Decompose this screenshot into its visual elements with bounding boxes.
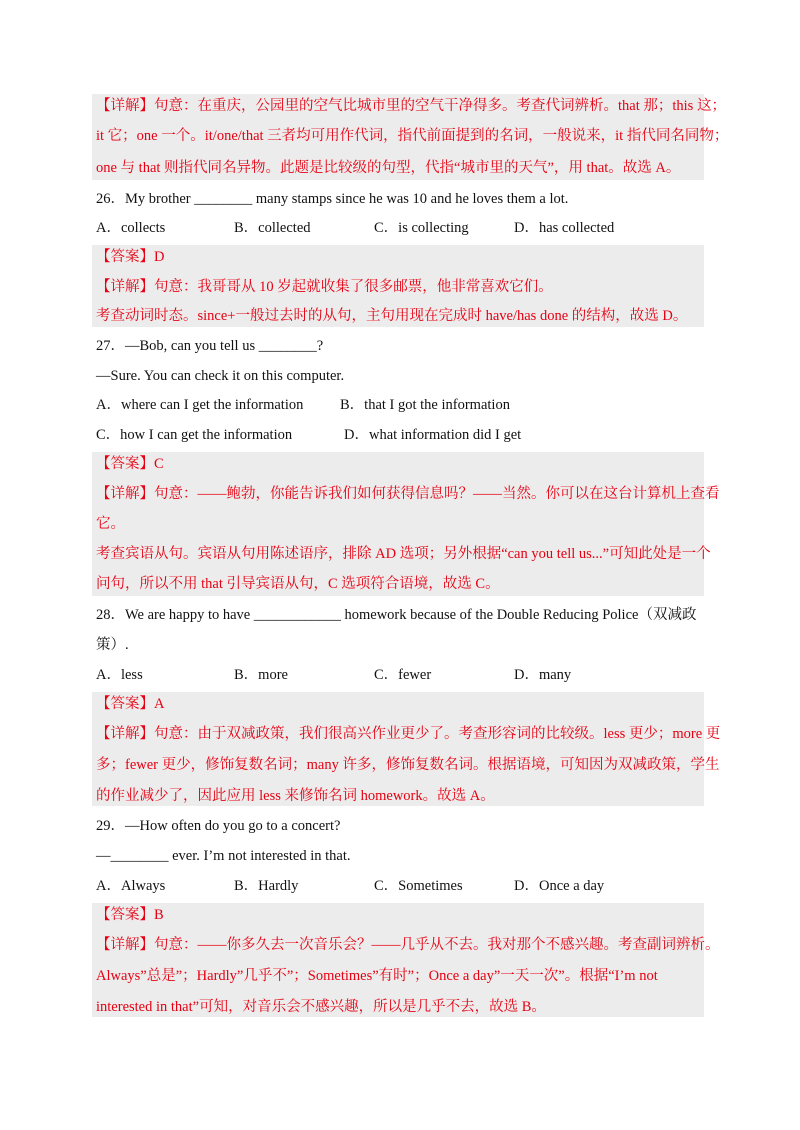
detail-28-line-2: 多；fewer 更少，修饰复数名词；many 许多，修饰复数名词。根据语境，可知因为双减政策，学生 (96, 757, 720, 773)
question-29-stem-line-2: —________ ever. I’m not interested in that. (96, 848, 351, 864)
option-29-a: A．Always (96, 878, 166, 894)
option-26-a: A．collects (96, 220, 166, 236)
option-28-d: D．many (514, 667, 572, 683)
question-29-stem-line-1: 29．—How often do you go to a concert? (96, 818, 341, 834)
detail-26-line-1: 【详解】句意：我哥哥从 10 岁起就收集了很多邮票，他非常喜欢它们。 (96, 279, 553, 295)
detail-29-line-3: interested in that”可知，对音乐会不感兴趣，所以是几乎不去，故选 B。 (96, 999, 546, 1015)
option-27-a: A．where can I get the information (96, 397, 304, 413)
option-26-b: B．collected (234, 220, 311, 236)
question-27-stem-line-2: —Sure. You can check it on this computer. (96, 368, 345, 384)
detail-28-line-3: 的作业减少了，因此应用 less 来修饰名词 homework。故选 A。 (96, 788, 495, 804)
detail-27-line-2: 它。 (96, 516, 125, 532)
option-28-b: B．more (234, 667, 288, 683)
detail-27-line-1: 【详解】句意：——鲍勃，你能告诉我们如何获得信息吗？——当然。你可以在这台计算机上查看 (96, 486, 720, 502)
option-26-c: C．is collecting (374, 220, 469, 236)
option-27-c: C．how I can get the information (96, 427, 293, 443)
answer-26: 【答案】D (96, 249, 165, 265)
question-27-stem-line-1: 27．—Bob, can you tell us ________? (96, 338, 324, 354)
detail-25-line-2: it 它；one 一个。it/one/that 三者均可用作代词，指代前面提到的名词，一般说来，it 指代同名同物； (96, 128, 729, 144)
detail-27-line-4: 问句，所以不用 that 引导宾语从句，C 选项符合语境，故选 C。 (96, 576, 500, 592)
detail-25-line-3: one 与 that 则指代同名异物。此题是比较级的句型，代指“城市里的天气”，用 that。故选 A。 (96, 160, 681, 176)
question-26-stem: 26．My brother ________ many stamps since he was 10 and he loves them a lot. (96, 191, 569, 207)
option-27-d: D．what information did I get (344, 427, 522, 443)
option-27-b: B．that I got the information (340, 397, 510, 413)
detail-28-line-1: 【详解】句意：由于双减政策，我们很高兴作业更少了。考查形容词的比较级。less 更少；more 更 (96, 726, 721, 742)
question-28-stem-line-2: 策）. (96, 637, 129, 653)
detail-27-line-3: 考查宾语从句。宾语从句用陈述语序，排除 AD 选项；另外根据“can you tell us...”可知此处是一个 (96, 546, 711, 562)
option-28-c: C．fewer (374, 667, 432, 683)
answer-28: 【答案】A (96, 696, 165, 712)
option-29-c: C．Sometimes (374, 878, 463, 894)
question-28-stem-line-1: 28．We are happy to have ____________ homework because of the Double Reducing Police（双减政 (96, 607, 697, 623)
answer-29: 【答案】B (96, 907, 164, 923)
detail-25-line-1: 【详解】句意：在重庆，公园里的空气比城市里的空气干净得多。考查代词辨析。that 那；this 这； (96, 98, 726, 114)
option-26-d: D．has collected (514, 220, 615, 236)
detail-29-line-1: 【详解】句意：——你多久去一次音乐会？——几乎从不去。我对那个不感兴趣。考查副词辨析。 (96, 937, 720, 953)
detail-29-line-2: Always”总是”；Hardly”几乎不”；Sometimes”有时”；Once a day”一天一次”。根据“I’m not (96, 968, 658, 984)
option-29-d: D．Once a day (514, 878, 605, 894)
option-29-b: B．Hardly (234, 878, 299, 894)
detail-26-line-2: 考查动词时态。since+一般过去时的从句，主句用现在完成时 have/has done 的结构，故选 D。 (96, 308, 688, 324)
option-28-a: A．less (96, 667, 143, 683)
answer-27: 【答案】C (96, 456, 164, 472)
